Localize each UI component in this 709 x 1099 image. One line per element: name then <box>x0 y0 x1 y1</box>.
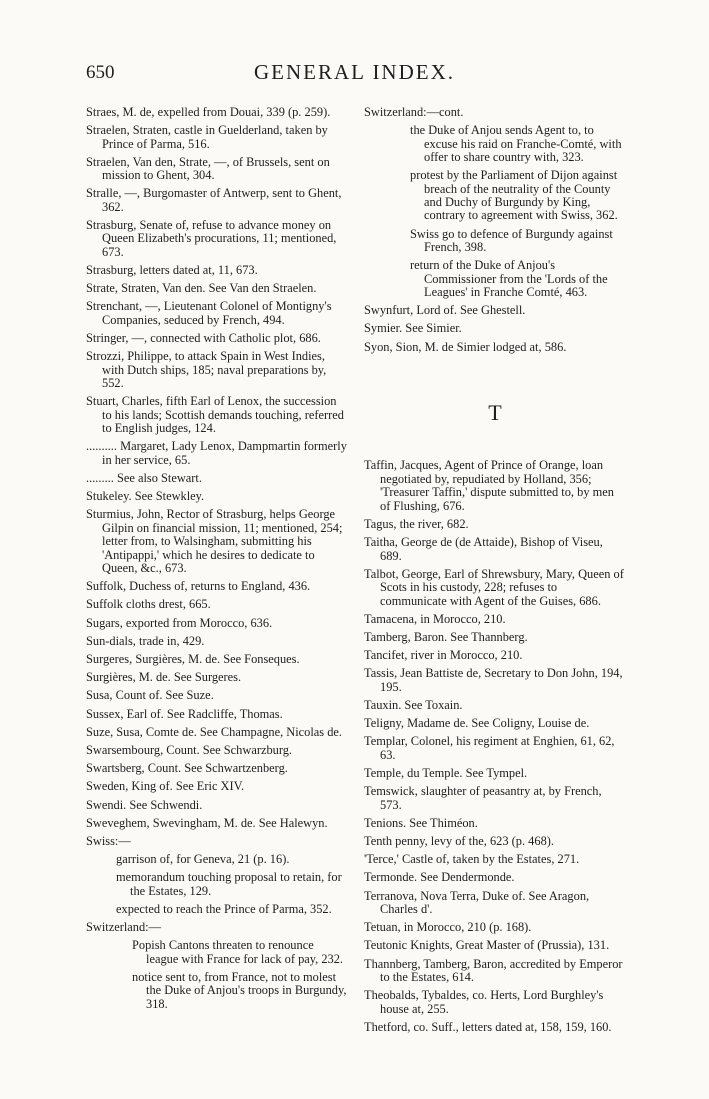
index-entry: Swiss:— <box>86 833 131 848</box>
section-letter: T <box>488 400 502 426</box>
index-entry: Tenth penny, levy of the, 623 (p. 468). <box>364 833 554 848</box>
index-entry: Straelen, Van den, Strate, —, of Brussels, sent on mission to Ghent, 304. <box>86 154 330 183</box>
index-entry: Tamberg, Baron. See Thannberg. <box>364 629 528 644</box>
index-entry: Thetford, co. Suff., letters dated at, 158, 159, 160. <box>364 1019 612 1034</box>
index-entry: Switzerland:— <box>86 920 162 935</box>
index-entry: Strasburg, Senate of, refuse to advance money on Queen Elizabeth's procurations, 11; mentioned, 673. <box>86 218 337 259</box>
index-subentry: protest by the Parliament of Dijon against breach of the neutrality of the County and Duchy of Burgundy by King, contrary to agreement with Swiss, 362. <box>410 168 618 223</box>
index-entry: Sussex, Earl of. See Radcliffe, Thomas. <box>86 706 283 721</box>
index-entry: Taffin, Jacques, Agent of Prince of Orange, loan negotiated by, repudiated by Holland, 356; 'Treasurer Taffin,' dispute submitted to, by men of Flushing, 676. <box>364 458 614 513</box>
index-entry: Susa, Count of. See Suze. <box>86 688 214 703</box>
index-entry: Talbot, George, Earl of Shrewsbury, Mary, Queen of Scots in his custody, 228; refuses to communicate with Agent of the Guises, 686. <box>364 566 624 608</box>
index-entry: .......... Margaret, Lady Lenox, Dampmartin formerly in her service, 65. <box>86 439 347 467</box>
index-entry: Straelen, Straten, castle in Guelderland, taken by Prince of Parma, 516. <box>86 123 328 151</box>
index-entry: Suffolk, Duchess of, returns to England, 436. <box>86 579 311 594</box>
index-subentry: Popish Cantons threaten to renounce league with France for lack of pay, 232. <box>132 938 344 966</box>
index-entry: Suze, Susa, Comte de. See Champagne, Nicolas de. <box>86 724 343 739</box>
index-entry: Swendi. See Schwendi. <box>86 797 203 812</box>
page-number: 650 <box>86 62 115 83</box>
index-entry: Sweden, King of. See Eric XIV. <box>86 779 245 794</box>
index-entry: Strenchant, —, Lieutenant Colonel of Montigny's Companies, seduced by French, 494. <box>86 299 332 327</box>
index-subentry: return of the Duke of Anjou's Commissioner from the 'Lords of the Leagues' in Franche Comté, 463. <box>410 258 608 300</box>
index-subentry: expected to reach the Prince of Parma, 352. <box>116 902 332 916</box>
index-entry: Strasburg, letters dated at, 11, 673. <box>86 263 258 278</box>
index-entry: Straes, M. de, expelled from Douai, 339 (p. 259). <box>86 105 331 119</box>
index-entry: Suffolk cloths drest, 665. <box>86 597 211 612</box>
index-entry: Tauxin. See Toxain. <box>364 697 463 712</box>
index-entry: Termonde. See Dendermonde. <box>364 870 515 885</box>
index-entry: Temple, du Temple. See Tympel. <box>364 765 528 780</box>
running-title: GENERAL INDEX. <box>253 60 456 84</box>
index-entry: Swynfurt, Lord of. See Ghestell. <box>364 303 526 318</box>
index-entry: Strate, Straten, Van den. See Van den Straelen. <box>86 281 317 296</box>
index-entry: Taitha, George de (de Attaide), Bishop of Viseu, 689. <box>364 535 603 563</box>
index-entry: Tancifet, river in Morocco, 210. <box>364 648 523 663</box>
index-entry: Templar, Colonel, his regiment at Enghien, 61, 62, 63. <box>364 734 615 762</box>
index-entry: Thannberg, Tamberg, Baron, accredited by Emperor to the Estates, 614. <box>364 956 623 985</box>
index-entry: Swartsberg, Count. See Schwartzenberg. <box>86 761 288 776</box>
index-entry: Tagus, the river, 682. <box>364 516 469 531</box>
index-entry: Tenions. See Thiméon. <box>364 815 478 830</box>
index-entry: Teligny, Madame de. See Coligny, Louise de. <box>364 716 590 731</box>
index-entry: Sturmius, John, Rector of Strasburg, helps George Gilpin on financial mission, 11; mentioned, 254; letter from, to Walsingham, submitting his 'Antipappi,' which he desires to dedicate to Queen, &c., 673. <box>86 507 343 575</box>
index-entry: Strozzi, Philippe, to attack Spain in West Indies, with Dutch ships, 185; naval preparations by, 552. <box>86 349 327 391</box>
right-column-bottom <box>364 459 626 1034</box>
index-entry: Swarsembourg, Count. See Schwarzburg. <box>86 742 293 757</box>
index-subentry: Swiss go to defence of Burgundy against French, 398. <box>410 226 613 255</box>
index-entry: Teutonic Knights, Great Master of (Prussia), 131. <box>364 938 610 953</box>
index-entry: Sun-dials, trade in, 429. <box>86 633 205 648</box>
index-entry: Stringer, —, connected with Catholic plot, 686. <box>86 331 321 346</box>
index-entry: ......... See also Stewart. <box>86 470 202 485</box>
index-subentry: garrison of, for Geneva, 21 (p. 16). <box>116 852 290 867</box>
index-entry: Terranova, Nova Terra, Duke of. See Aragon, Charles d'. <box>364 888 590 916</box>
index-subentry: notice sent to, from France, not to molest the Duke of Anjou's troops in Burgundy, 318. <box>132 970 347 1011</box>
index-entry: Tassis, Jean Battiste de, Secretary to Don John, 194, 195. <box>364 666 623 694</box>
index-entry: Temswick, slaughter of peasantry at, by French, 573. <box>364 784 602 812</box>
right-column <box>364 106 626 1039</box>
index-entry: Stralle, —, Burgomaster of Antwerp, sent to Ghent, 362. <box>86 186 342 214</box>
index-entry: Stukeley. See Stewkley. <box>86 489 205 504</box>
index-entry: Syon, Sion, M. de Simier lodged at, 586. <box>364 339 567 354</box>
index-entry: Surgières, M. de. See Surgeres. <box>86 670 242 685</box>
index-entry: 'Terce,' Castle of, taken by the Estates, 271. <box>364 852 580 867</box>
index-subentry: memorandum touching proposal to retain, for the Estates, 129. <box>116 870 342 898</box>
index-entry: Tetuan, in Morocco, 210 (p. 168). <box>364 920 532 935</box>
index-entry: Tamacena, in Morocco, 210. <box>364 611 506 626</box>
left-column <box>86 106 348 1016</box>
index-entry: Switzerland:—cont. <box>364 105 464 119</box>
index-subentry: the Duke of Anjou sends Agent to, to excuse his raid on Franche-Comté, with offer to share country with, 323. <box>410 123 622 165</box>
index-entry: Theobalds, Tybaldes, co. Herts, Lord Burghley's house at, 255. <box>364 988 604 1016</box>
index-entry: Symier. See Simier. <box>364 321 462 336</box>
index-entry: Surgeres, Surgières, M. de. See Fonseques. <box>86 651 300 666</box>
index-entry: Sugars, exported from Morocco, 636. <box>86 615 273 630</box>
right-column-top <box>364 106 626 354</box>
index-entry: Stuart, Charles, fifth Earl of Lenox, the succession to his lands; Scottish demands touching, referred to English judges, 124. <box>86 394 344 436</box>
index-entry: Sweveghem, Swevingham, M. de. See Halewyn. <box>86 815 328 830</box>
